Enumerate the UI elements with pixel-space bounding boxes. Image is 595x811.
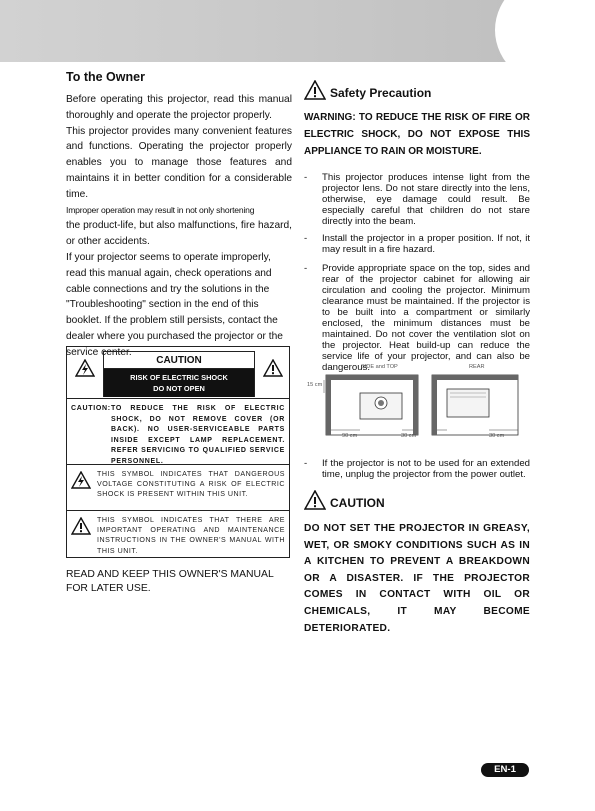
- bullet-dash: -: [304, 233, 308, 244]
- exclamation-warning-icon: [304, 490, 326, 515]
- symbol-lightning-text: THIS SYMBOL INDICATES THAT DANGEROUS VOLTAGE CONSTITUTING A RISK OF ELECTRIC SHOCK IS PRESENT WITHIN THIS UNIT.: [97, 470, 285, 499]
- safety-section: [304, 80, 530, 373]
- diagram-label-15cm: 15 cm: [307, 382, 323, 388]
- diagram-label-90cm: 90 cm: [342, 433, 358, 439]
- caution-label-header: [67, 347, 289, 399]
- safety-bullet-text: This projector produces intense light from the projector lens. Do not stare directly into the lens, otherwise, eye damage could result. Be especially careful that children do not stare directly into the beam.: [322, 172, 530, 227]
- caution-label-do-not-open: DO NOT OPEN: [153, 384, 205, 393]
- safety-heading: [304, 80, 530, 105]
- owner-paragraph-4: If your projector seems to operate improperly, read this manual again, check operations and cable connections and try the solutions in the "Troubleshooting" section in the end of this booklet. If the problem still persists, contact the dealer where you purchased the projector or the service center.: [66, 251, 283, 358]
- safety-bullet-1: [304, 172, 530, 227]
- symbol-exclamation-text: THIS SYMBOL INDICATES THAT THERE ARE IMPORTANT OPERATING AND MAINTENANCE INSTRUCTIONS IN THE OWNER'S MANUAL WITH THIS UNIT.: [97, 516, 285, 555]
- read-keep-note: READ AND KEEP THIS OWNER'S MANUAL FOR LATER USE.: [66, 569, 274, 594]
- owner-paragraph-3b: the product-life, but also malfunctions, fire hazard, or other accidents.: [66, 220, 292, 248]
- bullet-dash: -: [304, 172, 308, 183]
- safety-bullet-text: Provide appropriate space on the top, sides and rear of the projector cabinet for allowing air circulation and cooling the projector. Minimum clearance must be maintained. If the projector is to be built into a compartment or similarly enclosed, the minimum distances must be maintained. Do not cover the ventilation slot on the projector. Heat build-up can reduce the service life of your projector, and can also be dangerous.: [322, 263, 530, 373]
- page-number-badge: EN-1: [481, 763, 529, 777]
- diagram-label-30cm-rear: 30 cm: [489, 433, 505, 439]
- safety-bullet-3: [304, 263, 530, 373]
- caution-label-body: TO REDUCE THE RISK OF ELECTRIC SHOCK, DO NOT REMOVE COVER (OR BACK). NO USER-SERVICEABLE PARTS INSIDE EXCEPT LAMP REPLACEMENT. REFER SERVICING TO QUALIFIED SERVICE PERSONNEL.: [111, 405, 285, 465]
- diagram-label-rear: REAR: [469, 364, 485, 370]
- diagram-label-30cm-side: 30 cm: [401, 433, 417, 439]
- symbol-row-exclamation: [67, 511, 289, 557]
- caution-label-title: CAUTION: [104, 352, 254, 369]
- caution-heading: [304, 490, 530, 515]
- caution-label-text: [67, 399, 289, 465]
- owner-section: [66, 70, 292, 361]
- owner-title: To the Owner: [66, 70, 145, 84]
- caution-label-black: [104, 369, 254, 397]
- clearance-diagram: [304, 360, 530, 446]
- caution-body: DO NOT SET THE PROJECTOR IN GREASY, WET, OR SMOKY CONDITIONS SUCH AS IN A KITCHEN TO PREVENT A BREAKDOWN OR A DISASTER. IF THE PROJECTOR COMES IN CONTACT WITH OIL OR CHEMICALS, IT MAY BECOME DETERIORATED.: [304, 523, 530, 634]
- caution-label-center: [103, 351, 255, 397]
- safety-bullet-text: If the projector is not to be used for an extended time, unplug the projector from the power outlet.: [322, 458, 530, 480]
- lightning-warning-icon: [71, 469, 97, 506]
- safety-bullet-4: [304, 458, 530, 480]
- owner-paragraph-1: Before operating this projector, read this manual thoroughly and operate the projector properly.: [66, 94, 292, 121]
- exclamation-warning-icon: [71, 515, 97, 553]
- caution-title: CAUTION: [330, 495, 385, 510]
- diagram-label-side-top: SIDE and TOP: [361, 364, 398, 370]
- lightning-warning-icon: [75, 359, 95, 382]
- safety-warning: WARNING: TO REDUCE THE RISK OF FIRE OR ELECTRIC SHOCK, DO NOT EXPOSE THIS APPLIANCE TO RAIN OR MOISTURE.: [304, 112, 530, 157]
- caution-label-prefix: CAUTION:: [71, 405, 111, 412]
- safety-title: Safety Precaution: [330, 85, 432, 100]
- symbol-row-lightning: [67, 465, 289, 511]
- bullet-dash: -: [304, 263, 308, 274]
- caution-label-box: [66, 346, 290, 558]
- caution-label-risk: RISK OF ELECTRIC SHOCK: [130, 373, 228, 382]
- header-decoration: [495, 0, 595, 90]
- owner-paragraph-3a: Improper operation may result in not only shortening: [66, 204, 255, 215]
- bullet-dash: -: [304, 458, 308, 469]
- safety-bullet-2: [304, 233, 530, 255]
- owner-body: [66, 92, 292, 361]
- caution-section: [304, 490, 530, 637]
- exclamation-warning-icon: [304, 80, 326, 105]
- owner-paragraph-2: This projector provides many convenient features and functions. Operating the projector properly enables you to manage those features and maintains it in better condition for a considerable time.: [66, 125, 292, 200]
- safety-bullet-text: Install the projector in a proper position. If not, it may result in a fire hazard.: [322, 233, 530, 255]
- exclamation-warning-icon: [263, 359, 283, 382]
